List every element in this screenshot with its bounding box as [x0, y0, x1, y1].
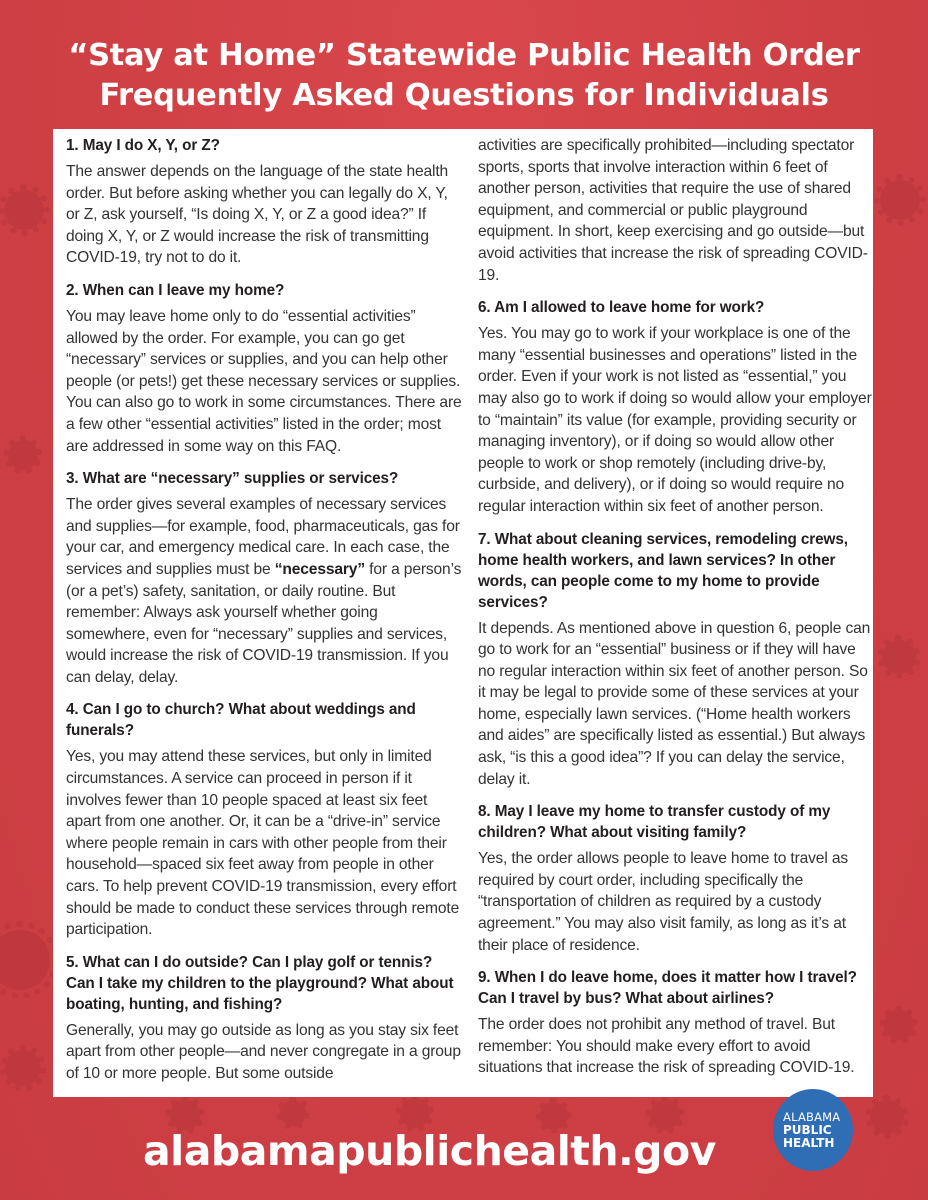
faq-answer-5-part-1: Generally, you may go outside as long as you stay six feet apart from other people—and never congregate in a group of 10 or more people. But some outside — [66, 1021, 461, 1082]
faq-panel — [53, 129, 873, 1097]
faq-column-left — [66, 135, 464, 1096]
faq-answer-4: Yes, you may attend these services, but only in limited circumstances. A service can proceed in person if it involves fewer than 10 people spaced at least six feet apart from one another. Or, it can be a “drive-in” service where people remain in cars with other people from their household—spaced six feet away from people in other cars. To help prevent COVID-19 transmission, every effort should be made to conduct these services through remote participation. — [66, 748, 460, 939]
faq-answer-5-part-2: activities are specifically prohibited—including spectator sports, sports that involve interaction within 6 feet of another person, activities that require the use of shared equipment, and commercial or public playground equipment. In short, keep exercising and go outside—but avoid activities that increase the risk of spreading COVID-19. — [478, 137, 868, 284]
virus-decoration-icon — [870, 1100, 904, 1134]
faq-answer-8: Yes, the order allows people to leave home to travel as required by court order, including specifically the “transportation of children as required by a custody agreement.” You may also visit family, as long as it’s at their place of residence. — [478, 850, 848, 954]
faq-column-right — [478, 135, 876, 1090]
faq-question-4: 4. Can I go to church? What about weddings and funerals? — [66, 701, 416, 740]
faq-answer-7: It depends. As mentioned above in question 6, people can go to work for an “essential” business or if they will have no regular interaction within six feet of another person. So it may be legal to provide some of these services at your home, especially lawn services. (“Home health workers and aides” are specifically listed as essential.) But always ask, “is this a good idea”? If you can delay the service, delay it. — [478, 619, 871, 788]
title-line-1: “Stay at Home” Statewide Public Health Order — [68, 38, 860, 73]
logo-text-alabama: ALABAMA — [783, 1109, 841, 1124]
faq-question-8: 8. May I leave my home to transfer custody of my children? What about visiting family? — [478, 803, 831, 842]
virus-decoration-icon — [0, 930, 50, 990]
virus-decoration-icon — [880, 180, 920, 220]
answer-text: The order gives several examples of necessary services and supplies—for example, food, pharmaceuticals, gas for your car, and emergency medical care. In each case, the services and supplies must be — [66, 496, 460, 578]
title-line-2: Frequently Asked Questions for Individuals — [99, 78, 829, 113]
logo-text-public: PUBLIC — [783, 1122, 832, 1137]
faq-question-1: 1. May I do X, Y, or Z? — [66, 137, 220, 154]
faq-question-7: 7. What about cleaning services, remodeling crews, home health workers, and lawn services? In other words, can people come to my home to provide services? — [478, 530, 848, 611]
answer-text: for a person’s (or a pet’s) safety, sanitation, or daily routine. But remember: Always ask yourself whether going somewhere, even for “necessary” supplies and services, would increase the risk of COVID-19 transmission. If you can delay, delay. — [66, 560, 462, 686]
page-title — [0, 36, 928, 116]
alabama-public-health-logo-icon — [773, 1089, 853, 1171]
virus-decoration-icon — [400, 1098, 430, 1128]
faq-answer-2: You may leave home only to do “essential activities” allowed by the order. For example, you can go get “necessary” services or supplies, and you can help other people (or pets!) get these necessary services or supplies. You can also go to work in some circumstances. There are a few other “essential activities” listed in the order; most are addressed in some way on this FAQ. — [66, 307, 462, 455]
website-link[interactable]: alabamapublichealth.gov — [143, 1127, 716, 1175]
virus-decoration-icon — [884, 1010, 914, 1040]
faq-answer-3 — [66, 494, 464, 688]
virus-decoration-icon — [280, 1100, 306, 1126]
virus-decoration-icon — [5, 1050, 41, 1086]
faq-answer-1: The answer depends on the language of the state health order. But before asking whether you can legally do X, Y, or Z, ask yourself, “Is doing X, Y, or Z a good idea?” If doing X, Y, or Z would increase the risk of transmitting COVID-19, try not to do it. — [66, 163, 449, 267]
emphasis-necessary: “necessary” — [274, 560, 365, 578]
faq-question-5: 5. What can I do outside? Can I play golf or tennis? Can I take my children to the playground? What about boating, hunting, and fishing? — [66, 953, 454, 1013]
faq-answer-6: Yes. You may go to work if your workplace is one of the many “essential businesses and operations” listed in the order. Even if your work is not listed as “essential,” you may also go to work if doing so would allow your employer to “maintain” its value (for example, providing security or managing inventory), or if doing so would allow other people to work or shop remotely (including drive-by, curbside, and delivery), or if doing so would require no regular interaction within six feet of another person. — [478, 325, 872, 515]
faq-question-6: 6. Am I allowed to leave home for work? — [478, 299, 765, 317]
virus-decoration-icon — [882, 640, 916, 674]
virus-decoration-icon — [8, 440, 38, 470]
logo-text-health: HEALTH — [783, 1135, 835, 1150]
faq-answer-9: The order does not prohibit any method of travel. But remember: You should make every effort to avoid situations that increase the risk of spreading COVID-19. — [478, 1016, 855, 1077]
faq-question-2: 2. When can I leave my home? — [66, 281, 285, 299]
faq-question-3: 3. What are “necessary” supplies or services? — [66, 470, 399, 488]
faq-question-9: 9. When I do leave home, does it matter how I travel? Can I travel by bus? What about airlines? — [478, 969, 857, 1008]
virus-decoration-icon — [4, 190, 44, 230]
